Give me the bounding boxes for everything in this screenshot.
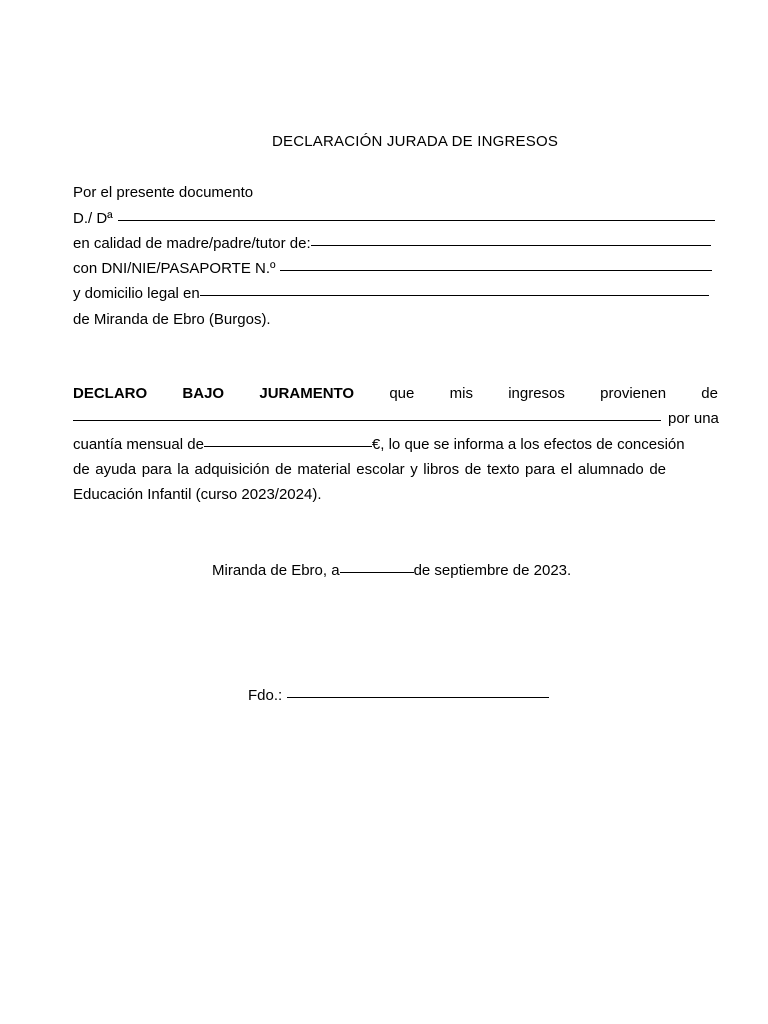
document-title: DECLARACIÓN JURADA DE INGRESOS <box>271 133 559 150</box>
name-blank[interactable] <box>118 219 715 221</box>
declaration-line-5 <box>73 486 322 503</box>
place-date-start: Miranda de Ebro, a <box>212 562 340 579</box>
declaration-line-3 <box>73 436 685 453</box>
role-label: en calidad de madre/padre/tutor de: <box>73 235 311 252</box>
declaration-line-4-text: de ayuda para la adquisición de material escolar y libros de texto para el alumnado de <box>73 461 667 478</box>
amount-label: cuantía mensual de <box>73 436 204 453</box>
name-label: D./ Dª <box>73 210 113 227</box>
declaration-line-2 <box>73 410 719 427</box>
place-date-line <box>212 562 571 579</box>
address-label: y domicilio legal en <box>73 285 200 302</box>
id-label: con DNI/NIE/PASAPORTE N.º <box>73 260 276 277</box>
declaration-word: que <box>389 385 415 402</box>
id-blank[interactable] <box>280 269 712 271</box>
declaration-line-5-text: Educación Infantil (curso 2023/2024). <box>73 486 322 503</box>
intro-text: Por el presente documento <box>73 184 254 201</box>
role-line <box>73 235 711 252</box>
address-line <box>73 285 709 302</box>
declaration-line-4 <box>73 461 666 478</box>
income-source-blank[interactable] <box>73 419 661 421</box>
declaration-word: mis <box>449 385 473 402</box>
intro-line <box>73 184 253 201</box>
declaration-word: DECLARO <box>73 385 148 402</box>
id-line <box>73 260 712 277</box>
city-line <box>73 311 271 328</box>
declaration-word: JURAMENTO <box>259 385 355 402</box>
declaration-word: BAJO <box>182 385 225 402</box>
declaration-line-3-end: €, lo que se informa a los efectos de concesión <box>371 436 685 453</box>
place-date-end: de septiembre de 2023. <box>413 562 572 579</box>
amount-blank[interactable] <box>204 445 372 447</box>
name-line <box>73 210 715 227</box>
signature-line <box>248 687 549 704</box>
declaration-word: ingresos <box>508 385 565 402</box>
declaration-word: provienen <box>600 385 667 402</box>
signature-blank[interactable] <box>287 696 549 698</box>
role-blank[interactable] <box>311 244 711 246</box>
declaration-word: de <box>701 385 718 402</box>
declaration-line-2-end: por una <box>668 410 719 427</box>
city-text: de Miranda de Ebro (Burgos). <box>73 311 271 328</box>
signature-label: Fdo.: <box>248 687 283 704</box>
day-blank[interactable] <box>340 571 414 573</box>
declaration-line-1 <box>73 385 718 402</box>
address-blank[interactable] <box>200 294 709 296</box>
